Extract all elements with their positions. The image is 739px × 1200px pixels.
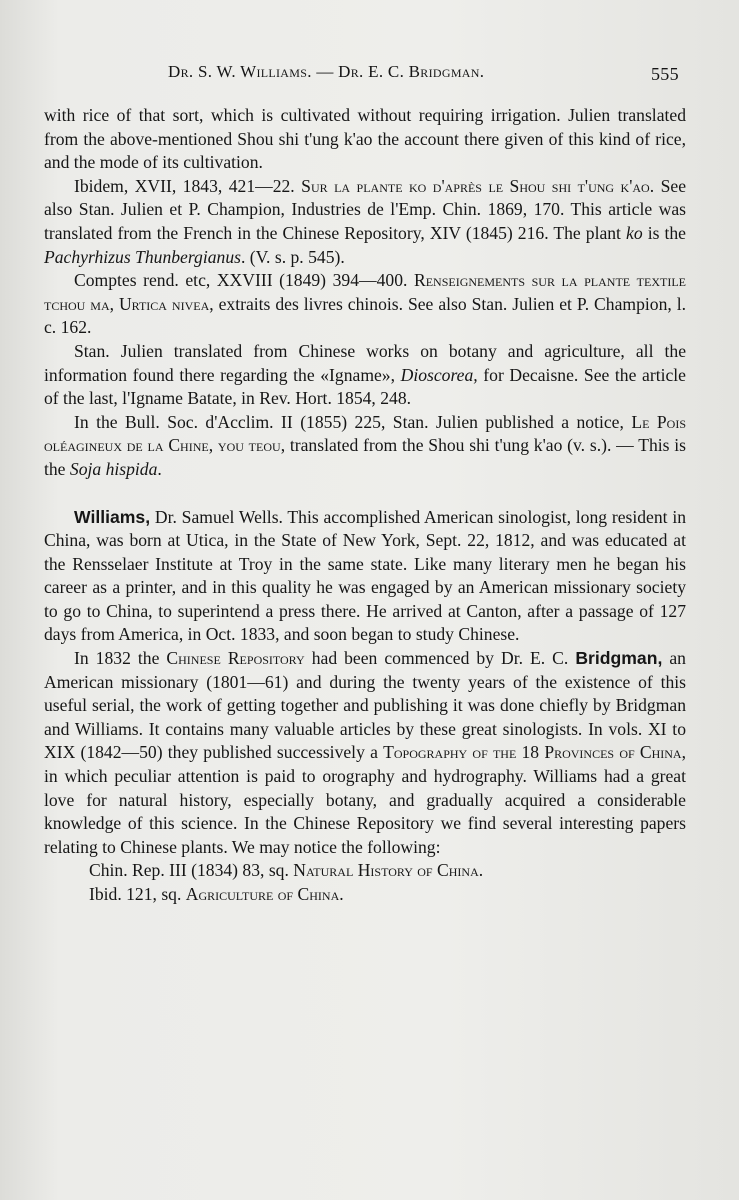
entry-name-williams: Williams, xyxy=(74,506,151,527)
page-number: 555 xyxy=(651,64,679,84)
header-title: Dr. S. W. Williams. — Dr. E. C. Bridgman. xyxy=(168,62,485,81)
running-header xyxy=(0,62,739,88)
paragraph-repository: In 1832 the Chinese Repository had been commenced by Dr. E. C. Bridgman, an American missionary (1801—61) and during the twenty years of the existence of this useful serial, the work of getting together and publishing it was done chiefly by Bridgman and Williams. It contains many valuable articles by these great sinologists. In vols. XI to XIX (1842—50) they published successively a Topography of the 18 Provinces of China, in which peculiar attention is paid to orography and hydrography. Williams had a great love for natural history, especially botany, and gradually acquired a considerable knowledge of this science. In the Chinese Repository we find several interesting papers relating to Chinese plants. We may notice the following: xyxy=(44,648,687,857)
paragraph-williams: Williams, Dr. Samuel Wells. This accomplished American sinologist, long resident in China, was born at Utica, in the State of New York, Sept. 22, 1812, and was educated at the Rensselaer Institute at Troy in the same state. Like many literary men he began his career as a printer, and in this quality he was engaged by an American missionary society to go to China, to superintend a press there. He arrived at Canton, after a passage of 127 days from America, in Oct. 1833, and soon began to study Chinese. xyxy=(44,506,686,645)
paragraph-soja: In the Bull. Soc. d'Acclim. II (1855) 225, Stan. Julien published a notice, Le Pois oléagineux de la Chine, you teou, translated from the Shou shi t'ung k'ao (v. s.). — This is the Soja hispida. xyxy=(44,411,687,479)
entry-name-bridgman: Bridgman, xyxy=(575,648,663,669)
citation-agriculture: Ibid. 121, sq. Agriculture of China. xyxy=(89,884,344,904)
citation-natural-history: Chin. Rep. III (1834) 83, sq. Natural History of China. xyxy=(89,860,484,881)
paragraph-igname: Stan. Julien translated from Chinese works on botany and agriculture, all the information found there regarding the «Igname», Dioscorea, for Decaisne. See the article of the last, l'Igname Batate, in Rev. Hort. 1854, 248. xyxy=(44,340,686,409)
body-text xyxy=(44,104,686,907)
paragraph-rice: with rice of that sort, which is cultivated without requiring irrigation. Julien translated from the above-mentioned Shou shi t'ung k'ao the account there given of this kind of rice, and the mode of its cultivation. xyxy=(44,105,686,173)
paragraph-tchou-ma: Comptes rend. etc, XXVIII (1849) 394—400. Renseignements sur la plante textile tchou ma, Urtica nivea, extraits des livres chinois. See also Stan. Julien et P. Champion, l. c. 162. xyxy=(44,270,687,338)
paragraph-ko-plant: Ibidem, XVII, 1843, 421—22. Sur la plante ko d'après le Shou shi t'ung k'ao. See also Stan. Julien et P. Champion, Industries de l'Emp. Chin. 1869, 170. This article was translated from the French in the Chinese Repository, XIV (1845) 216. The plant ko is the Pachyrhizus Thunbergianus. (V. s. p. 545). xyxy=(44,175,686,267)
